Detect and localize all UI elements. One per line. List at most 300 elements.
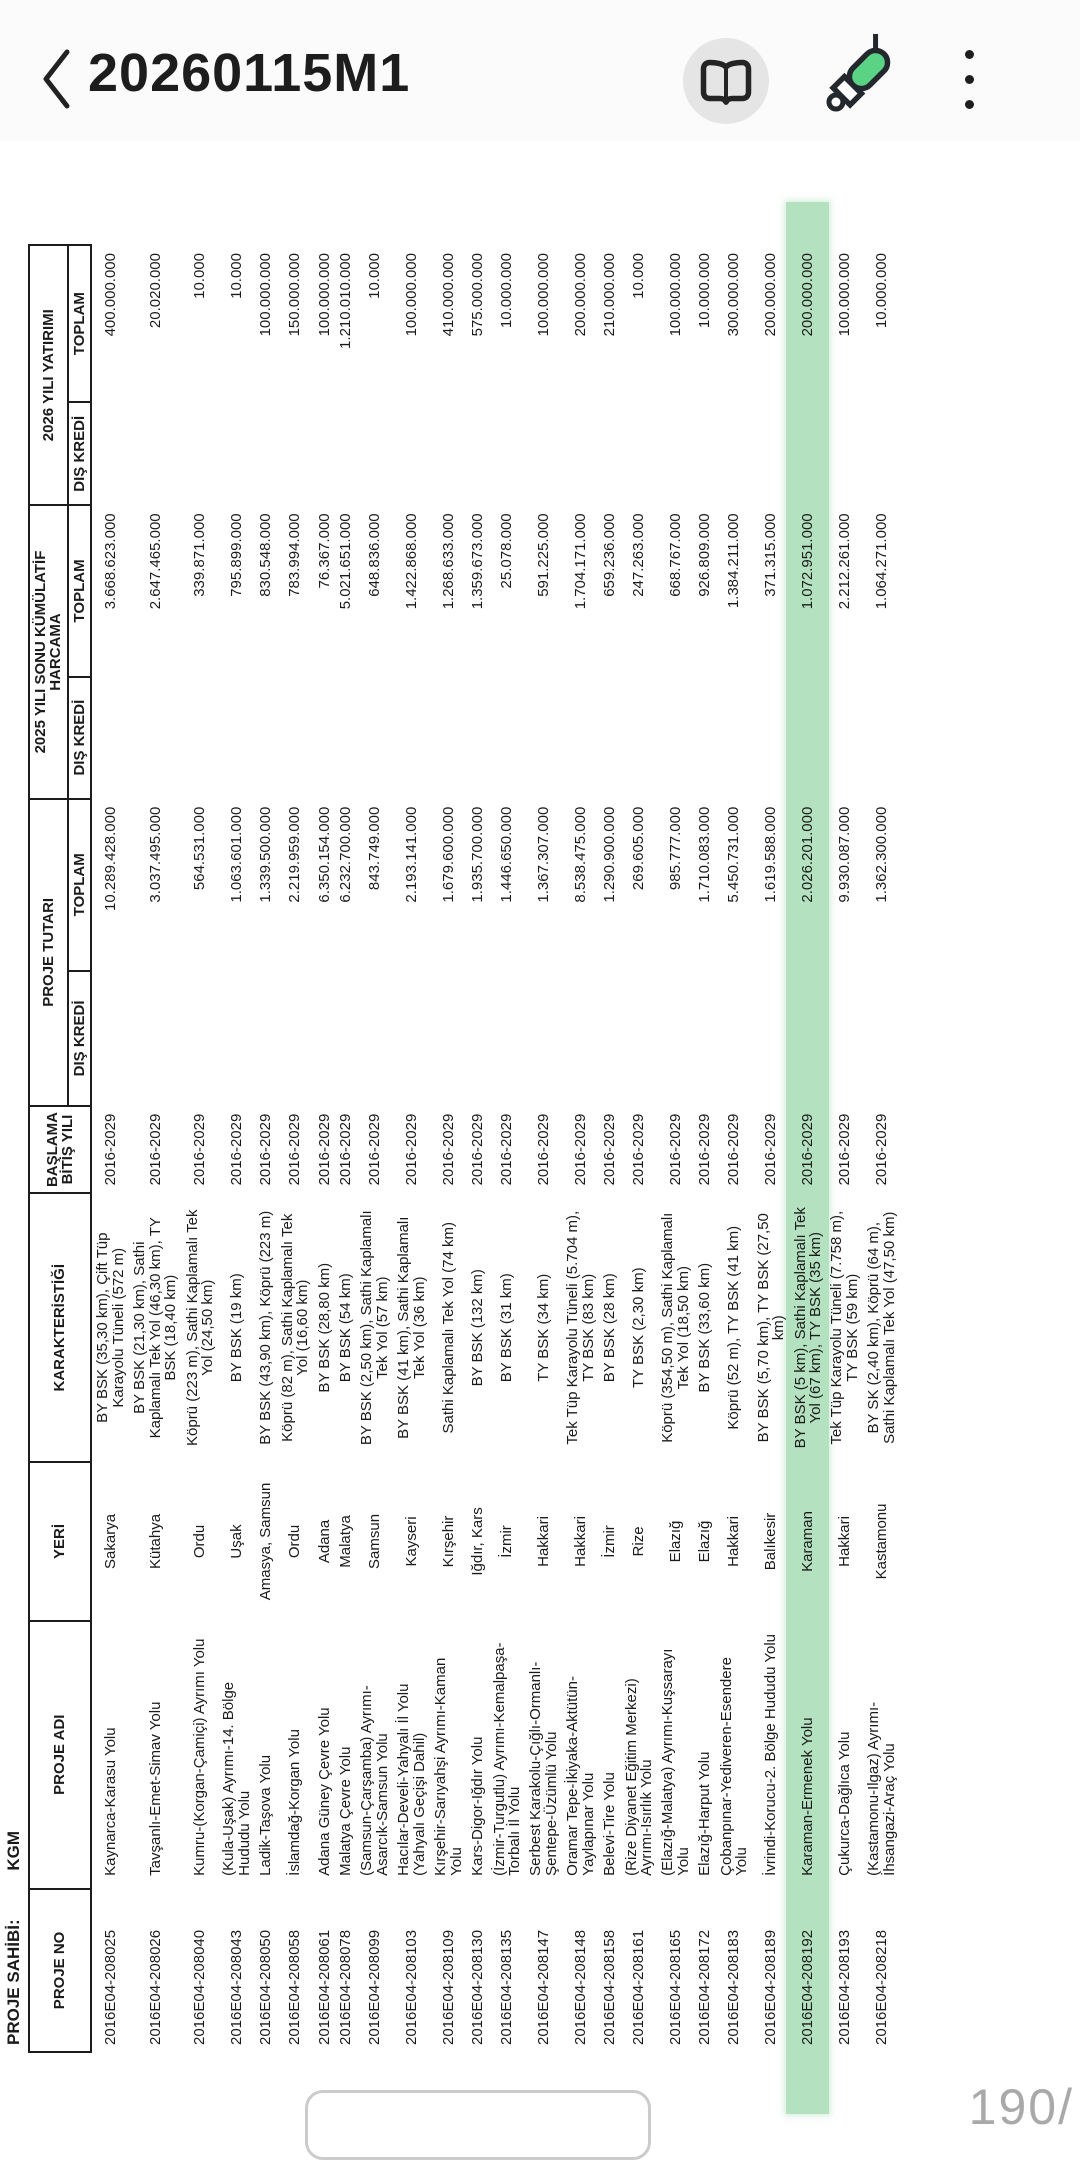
cell-name: Ladik-Taşova Yolu (257, 1754, 275, 1876)
cell-y26_toplam: 10.000 (228, 253, 246, 299)
cell-h25_toplam: 1.422.868.000 (403, 513, 421, 610)
cell-pt_dk (335, 971, 356, 1106)
cell-y26_dk (356, 402, 393, 505)
cell-place: Karaman (799, 1511, 817, 1572)
cell-h25_dk (790, 677, 827, 799)
table-row (562, 245, 599, 2052)
header-dis-kredi: DIŞ KREDİ (68, 677, 91, 799)
document-page[interactable] (0, 141, 1080, 2114)
table-row (694, 245, 715, 2052)
cell-characteristics: Köprü (82 m), Sathi Kaplamalı Tek Yol (16,60 km) (278, 1213, 312, 1442)
cell-pt_dk (255, 971, 276, 1106)
cell-h25_toplam: 1.704.171.000 (571, 513, 589, 610)
table-row (335, 245, 356, 2052)
cell-y26_toplam: 300.000.000 (725, 253, 743, 337)
cell-place: Rize (630, 1526, 648, 1557)
cell-pt_toplam: 1.362.300.000 (872, 806, 890, 903)
cell-h25_dk (277, 677, 314, 799)
cell-h25_toplam: 668.767.000 (667, 513, 685, 597)
cell-h25_toplam: 783.994.000 (286, 513, 304, 597)
cell-name: (Elazığ-Malatya) Ayrımı-Kuşsarayı Yolu (659, 1648, 692, 1876)
cell-h25_dk (599, 677, 620, 799)
cell-characteristics: BY BSK (43,90 km), Köprü (223 m) (257, 1210, 275, 1445)
cell-place: Hakkari (571, 1516, 589, 1567)
overflow-menu-button[interactable] (946, 48, 992, 114)
cell-pt_dk (356, 971, 393, 1106)
cell-h25_dk (218, 677, 255, 799)
cell-y26_toplam: 100.000.000 (667, 253, 685, 337)
table-body (91, 245, 900, 2052)
cell-years: 2016-2029 (146, 1113, 164, 1186)
cell-name: Kırşehir-Sarıyahşi Ayrımı-Kaman Yolu (432, 1657, 465, 1876)
cell-y26_toplam: 100.000.000 (836, 253, 854, 337)
cell-place: Balıkesir (762, 1512, 780, 1571)
cell-h25_dk (182, 677, 219, 799)
table-row (826, 245, 863, 2052)
cell-h25_toplam: 2.647.465.000 (146, 513, 164, 610)
cell-years: 2016-2029 (366, 1113, 384, 1186)
cell-pt_toplam: 5.450.731.000 (725, 806, 743, 903)
cell-characteristics: Köprü (354,50 m), Sathi Kaplamalı Tek Yol (18,50 km) (659, 1212, 692, 1443)
cell-characteristics: TY BSK (34 km) (535, 1273, 553, 1382)
cell-years: 2016-2029 (315, 1113, 333, 1186)
cell-characteristics: BY BSK (35,30 km), Çift Tüp Karayolu Tüneli (572 m) (94, 1232, 127, 1423)
cell-y26_toplam: 10.000 (191, 253, 209, 299)
table-row (91, 245, 129, 2052)
cell-y26_toplam: 200.000.000 (799, 253, 817, 337)
table-row (356, 245, 393, 2052)
cell-pt_toplam: 564.531.000 (191, 806, 209, 891)
cell-y26_dk (525, 402, 562, 505)
cell-characteristics: Tek Tüp Karayolu Tüneli (5.704 m), TY BSK (83 km) (564, 1210, 597, 1445)
cell-y26_toplam: 410.000.000 (439, 253, 457, 337)
reader-mode-button[interactable] (683, 38, 769, 124)
cell-h25_toplam: 795.899.000 (228, 513, 246, 597)
cell-y26_toplam: 100.000.000 (535, 253, 553, 337)
cell-h25_toplam: 247.263.000 (630, 513, 648, 597)
cell-place: Ordu (191, 1524, 209, 1559)
table-row (657, 245, 694, 2052)
cell-y26_dk (430, 402, 467, 505)
cell-y26_toplam: 10.000.000 (872, 253, 890, 329)
cell-y26_dk (182, 402, 219, 505)
cell-h25_dk (525, 677, 562, 799)
cell-h25_toplam: 3.668.623.000 (102, 513, 120, 610)
cell-characteristics: BY BSK (5,70 km), TY BSK (27,50 km) (754, 1213, 788, 1443)
cell-no: 2016E04-208040 (191, 1929, 209, 2045)
highlighter-pen-icon (820, 116, 900, 131)
cell-pt_dk (716, 971, 753, 1106)
cell-y26_toplam: 1.210.010.000 (337, 253, 354, 349)
cell-pt_dk (129, 971, 181, 1106)
cell-name: Çobanpınar-Yediveren-Esendere Yolu (717, 1657, 751, 1876)
cell-y26_toplam: 10.000.000 (498, 253, 516, 329)
cell-y26_dk (277, 402, 314, 505)
cell-h25_toplam: 830.548.000 (257, 513, 275, 597)
cell-no: 2016E04-208193 (836, 1929, 854, 2045)
cell-h25_dk (863, 677, 900, 799)
cell-place: Hakkari (535, 1516, 553, 1567)
cell-h25_toplam: 76.367.000 (315, 513, 333, 589)
cell-years: 2016-2029 (667, 1113, 685, 1186)
cell-characteristics: BY BSK (132 km) (469, 1269, 487, 1387)
cell-h25_dk (335, 677, 356, 799)
cell-characteristics: BY BSK (28 km) (601, 1273, 619, 1383)
cell-pt_toplam: 985.777.000 (667, 806, 685, 891)
cell-pt_toplam: 8.538.475.000 (571, 806, 589, 903)
cell-place: Sakarya (102, 1513, 120, 1569)
cell-pt_dk (753, 971, 790, 1106)
cell-pt_toplam: 6.232.700.000 (337, 806, 354, 903)
cell-years: 2016-2029 (257, 1113, 275, 1186)
cell-years: 2016-2029 (403, 1113, 421, 1186)
cell-pt_toplam: 2.193.141.000 (403, 806, 421, 903)
table-row (129, 245, 181, 2052)
cell-y26_toplam: 100.000.000 (403, 253, 421, 337)
owner-label: PROJE SAHİBİ: (4, 1919, 23, 2045)
cell-name: (İzmir-Turgutlu) Ayrımı-Kemalpaşa-Torbalı İl Yolu (490, 1642, 523, 1876)
cell-name: Elazığ-Harput Yolu (696, 1751, 714, 1876)
document-title: 20260115M1 (88, 43, 411, 103)
cell-no: 2016E04-208130 (469, 1929, 487, 2045)
cell-characteristics: Tek Tüp Karayolu Tüneli (7.758 m), TY BSK (59 km) (828, 1210, 861, 1445)
cell-place: Uşak (228, 1524, 246, 1559)
header-group-2026-yatirimi: 2026 YILI YATIRIMI (29, 245, 68, 505)
cell-characteristics: BY BSK (21,30 km), Sathi Kaplamalı Tek Yol (46,30 km), TY BSK (18,40 km) (131, 1217, 180, 1439)
cell-y26_toplam: 10.000.000 (696, 253, 714, 329)
cell-pt_dk (621, 971, 658, 1106)
cell-place: Amasya, Samsun (257, 1482, 275, 1601)
cell-place: Kütahya (146, 1513, 164, 1569)
cell-no: 2016E04-208058 (286, 1929, 304, 2045)
cell-name: (Kastamonu-Ilgaz) Ayrımı-İhsangazi-Araç Yolu (865, 1701, 898, 1876)
header-karakteristigi: KARAKTERİSTİĞİ (29, 1193, 91, 1462)
cell-characteristics: Sathi Kaplamalı Tek Yol (74 km) (439, 1221, 457, 1434)
cell-years: 2016-2029 (191, 1113, 209, 1186)
cell-characteristics: TY BSK (2,30 km) (630, 1267, 648, 1389)
owner-caption (4, 141, 25, 2045)
cell-pt_dk (314, 971, 335, 1106)
cell-place: Elazığ (696, 1520, 714, 1563)
cell-pt_toplam: 1.710.083.000 (696, 806, 714, 903)
cell-place: İzmir (498, 1525, 516, 1558)
cell-characteristics: BY SK (2,40 km), Köprü (64 m), Sathi Kaplamalı Tek Yol (47,50 km) (865, 1211, 898, 1444)
cell-name: Tavşanlı-Emet-Simav Yolu (146, 1701, 164, 1876)
cell-pt_dk (182, 971, 219, 1106)
cell-name: Kars-Digor-Iğdır Yolu (469, 1736, 487, 1876)
cell-years: 2016-2029 (601, 1113, 619, 1186)
cell-pt_toplam: 1.290.900.000 (601, 806, 619, 903)
cell-name: (Samsun-Çarşamba) Ayrımı-Asarcık-Samsun Yolu (358, 1685, 391, 1876)
cell-characteristics: BY BSK (33,60 km) (696, 1262, 714, 1393)
cell-no: 2016E04-208061 (315, 1929, 333, 2045)
cell-no: 2016E04-208025 (102, 1929, 120, 2045)
cell-pt_dk (393, 971, 430, 1106)
cell-years: 2016-2029 (439, 1113, 457, 1186)
cell-years: 2016-2029 (696, 1113, 714, 1186)
cell-years: 2016-2029 (469, 1113, 487, 1186)
cell-years: 2016-2029 (286, 1113, 304, 1186)
cell-h25_toplam: 1.268.633.000 (439, 513, 457, 610)
cell-h25_toplam: 5.021.651.000 (337, 513, 354, 610)
cell-years: 2016-2029 (799, 1113, 817, 1186)
cell-y26_dk (562, 402, 599, 505)
table-row (467, 245, 488, 2052)
table-row (393, 245, 430, 2052)
cell-h25_toplam: 1.384.211.000 (725, 513, 743, 609)
back-icon (36, 102, 76, 117)
cell-h25_dk (314, 677, 335, 799)
cell-y26_toplam: 575.000.000 (469, 253, 487, 337)
table-row (489, 245, 526, 2052)
cell-name: Hacılar-Develi-Yahyalı İl Yolu (Yahyalı Geçişi Dahil) (395, 1683, 428, 1876)
header-yeri: YERİ (29, 1462, 91, 1620)
cell-y26_toplam: 20.020.000 (146, 253, 164, 329)
cell-name: Oramar Tepe-İkiyaka-Aktütün-Yaylapınar Yolu (564, 1676, 597, 1876)
cell-y26_dk (694, 402, 715, 505)
cell-y26_dk (255, 402, 276, 505)
header-baslama-bitis: BAŞLAMA BİTİŞ YILI (29, 1106, 91, 1193)
cell-pt_dk (657, 971, 694, 1106)
cell-years: 2016-2029 (228, 1113, 246, 1186)
cell-y26_toplam: 200.000.000 (762, 253, 780, 337)
cell-y26_toplam: 10.000 (630, 253, 648, 299)
cell-pt_dk (91, 971, 129, 1106)
cell-y26_dk (621, 402, 658, 505)
cell-y26_dk (129, 402, 181, 505)
cell-place: Hakkari (725, 1516, 743, 1567)
cell-h25_dk (694, 677, 715, 799)
cell-pt_dk (863, 971, 900, 1106)
header-toplam: TOPLAM (68, 505, 91, 676)
header-proje-adi: PROJE ADI (29, 1621, 91, 1889)
cell-no: 2016E04-208078 (337, 1929, 354, 2045)
header-dis-kredi: DIŞ KREDİ (68, 402, 91, 505)
cell-y26_dk (314, 402, 335, 505)
cell-pt_dk (489, 971, 526, 1106)
cell-h25_dk (489, 677, 526, 799)
cell-years: 2016-2029 (102, 1113, 120, 1186)
cell-years: 2016-2029 (762, 1113, 780, 1186)
header-group-2025-harcama: 2025 YILI SONU KÜMÜLATİF HARCAMA (29, 505, 68, 798)
back-button[interactable] (36, 44, 76, 114)
cell-h25_dk (430, 677, 467, 799)
cell-pt_dk (826, 971, 863, 1106)
cell-pt_dk (277, 971, 314, 1106)
header-toplam: TOPLAM (68, 245, 91, 402)
cell-h25_toplam: 2.212.261.000 (836, 513, 854, 610)
cell-y26_dk (826, 402, 863, 505)
cell-y26_dk (657, 402, 694, 505)
cell-name: (Kula-Uşak) Ayrımı-14. Bölge Hududu Yolu (220, 1681, 253, 1876)
cell-h25_toplam: 1.064.271.000 (872, 513, 890, 610)
cell-h25_dk (657, 677, 694, 799)
cell-pt_toplam: 1.063.601.000 (228, 806, 246, 903)
cell-name: Çukurca-Dağlıca Yolu (836, 1731, 854, 1876)
cell-place: Elazığ (667, 1520, 685, 1563)
annotate-button[interactable] (820, 34, 900, 128)
cell-no: 2016E04-208109 (439, 1929, 457, 2045)
cell-pt_toplam: 1.619.588.000 (762, 806, 780, 903)
cell-y26_toplam: 10.000 (366, 253, 384, 299)
cell-pt_dk (599, 971, 620, 1106)
cell-characteristics: BY BSK (41 km), Sathi Kaplamalı Tek Yol (36 km) (395, 1216, 428, 1439)
cell-years: 2016-2029 (535, 1113, 553, 1186)
cell-no: 2016E04-208192 (799, 1929, 817, 2045)
cell-characteristics: BY BSK (2,50 km), Sathi Kaplamalı Tek Yol (57 km) (358, 1210, 391, 1446)
cell-name: Belevi-Tire Yolu (601, 1772, 619, 1876)
cell-h25_toplam: 648.836.000 (366, 513, 384, 597)
cell-y26_dk (753, 402, 790, 505)
cell-no: 2016E04-208043 (228, 1929, 246, 2045)
header-toplam: TOPLAM (68, 799, 91, 971)
table-row (753, 245, 790, 2052)
cell-no: 2016E04-208099 (366, 1929, 384, 2045)
cell-name: Kaynarca-Karasu Yolu (102, 1727, 120, 1876)
cell-no: 2016E04-208189 (762, 1929, 780, 2045)
owner-value: KGM (4, 1830, 23, 1871)
cell-y26_toplam: 210.000.000 (601, 253, 619, 337)
cell-h25_dk (255, 677, 276, 799)
table-row (863, 245, 900, 2052)
table-row (525, 245, 562, 2052)
cell-pt_toplam: 1.935.700.000 (469, 806, 487, 903)
cell-place: Malatya (337, 1515, 354, 1568)
cell-no: 2016E04-208026 (146, 1929, 164, 2045)
table-row (314, 245, 335, 2052)
cell-name: Karaman-Ermenek Yolu (799, 1717, 817, 1876)
table-row (277, 245, 314, 2052)
cell-h25_dk (621, 677, 658, 799)
cell-characteristics: Köprü (52 m), TY BSK (41 km) (725, 1225, 743, 1430)
table-row-highlighted (790, 245, 827, 2052)
cell-characteristics: Köprü (223 m), Sathi Kaplamalı Tek Yol (24,50 km) (183, 1209, 216, 1446)
cell-name: Kumru-(Korgan-Çamiçi) Ayrımı Yolu (191, 1638, 209, 1876)
cell-h25_toplam: 591.225.000 (535, 513, 553, 597)
cell-y26_dk (863, 402, 900, 505)
cell-no: 2016E04-208148 (571, 1929, 589, 2045)
cell-y26_dk (467, 402, 488, 505)
cell-y26_dk (393, 402, 430, 505)
cell-place: Ordu (286, 1524, 304, 1559)
cell-pt_toplam: 9.930.087.000 (836, 806, 854, 903)
cell-place: Hakkari (836, 1516, 854, 1567)
table-row (255, 245, 276, 2052)
cell-y26_toplam: 100.000.000 (257, 253, 275, 337)
cell-pt_toplam: 1.367.307.000 (535, 806, 553, 903)
header-proje-no: PROJE NO (29, 1889, 91, 2052)
cell-name: Malatya Çevre Yolu (337, 1746, 354, 1876)
page-indicator: 190/ (968, 2079, 1074, 2135)
cell-h25_toplam: 1.072.951.000 (799, 513, 817, 610)
cell-pt_toplam: 6.350.154.000 (315, 806, 333, 903)
cell-characteristics: BY BSK (5 km), Sathi Kaplamalı Tek Yol (67 km), TY BSK (35 km) (791, 1207, 824, 1449)
cell-h25_dk (91, 677, 129, 799)
cell-pt_dk (525, 971, 562, 1106)
table-row (716, 245, 753, 2052)
cell-h25_toplam: 339.871.000 (191, 513, 209, 597)
cell-no: 2016E04-208172 (696, 1929, 714, 2045)
cell-name: İslamdağ-Korgan Yolu (286, 1729, 304, 1876)
cell-years: 2016-2029 (872, 1113, 890, 1186)
cell-y26_toplam: 100.000.000 (315, 253, 333, 337)
cell-h25_dk (716, 677, 753, 799)
cell-h25_dk (129, 677, 181, 799)
cell-place: Samsun (366, 1513, 384, 1569)
cell-pt_dk (218, 971, 255, 1106)
cell-place: Iğdır, Kars (469, 1507, 487, 1576)
cell-y26_dk (218, 402, 255, 505)
cell-no: 2016E04-208165 (667, 1929, 685, 2045)
cell-years: 2016-2029 (498, 1113, 516, 1186)
cell-h25_dk (562, 677, 599, 799)
cell-pt_toplam: 1.339.500.000 (257, 806, 275, 903)
cell-characteristics: BY BSK (54 km) (337, 1273, 354, 1383)
projects-table (28, 244, 900, 2053)
cell-pt_dk (694, 971, 715, 1106)
cell-pt_dk (562, 971, 599, 1106)
cell-characteristics: BY BSK (19 km) (228, 1273, 246, 1383)
table-row (599, 245, 620, 2052)
cell-place: Kastamonu (872, 1503, 890, 1580)
cell-h25_toplam: 25.078.000 (498, 513, 516, 589)
cell-h25_toplam: 371.315.000 (762, 513, 780, 597)
cell-place: Adana (315, 1519, 333, 1564)
cell-pt_dk (790, 971, 827, 1106)
cell-name: Adana Güney Çevre Yolu (315, 1707, 333, 1876)
open-book-icon (700, 59, 752, 108)
cell-characteristics: BY BSK (28,80 km) (315, 1262, 333, 1393)
table-row (430, 245, 467, 2052)
cell-years: 2016-2029 (725, 1113, 743, 1186)
cell-h25_dk (393, 677, 430, 799)
cell-y26_toplam: 400.000.000 (102, 253, 120, 337)
annotation-outline (305, 2090, 651, 2160)
header-group-proje-tutari: PROJE TUTARI (29, 799, 68, 1106)
app-bar (0, 0, 1080, 160)
cell-years: 2016-2029 (571, 1113, 589, 1186)
cell-h25_dk (356, 677, 393, 799)
cell-no: 2016E04-208135 (498, 1929, 516, 2045)
header-dis-kredi: DIŞ KREDİ (68, 971, 91, 1106)
table-row (621, 245, 658, 2052)
cell-place: Kayseri (403, 1516, 421, 1567)
cell-years: 2016-2029 (337, 1113, 354, 1186)
cell-pt_toplam: 2.219.959.000 (286, 806, 304, 903)
cell-y26_dk (599, 402, 620, 505)
cell-years: 2016-2029 (630, 1113, 648, 1186)
cell-y26_toplam: 200.000.000 (571, 253, 589, 337)
cell-no: 2016E04-208161 (630, 1929, 648, 2045)
cell-place: Kırşehir (439, 1515, 457, 1568)
cell-h25_toplam: 926.809.000 (696, 513, 714, 597)
cell-no: 2016E04-208218 (872, 1929, 890, 2045)
cell-h25_toplam: 1.359.673.000 (469, 513, 487, 610)
cell-no: 2016E04-208147 (535, 1929, 553, 2045)
cell-name: (Rize Diyanet Eğitim Merkezi) Ayrımı-Isırlık Yolu (622, 1678, 655, 1876)
cell-pt_toplam: 1.446.650.000 (498, 806, 516, 903)
cell-pt_toplam: 2.026.201.000 (799, 806, 817, 903)
cell-name: İvrindi-Korucu-2. Bölge Hududu Yolu (762, 1634, 780, 1876)
cell-characteristics: BY BSK (31 km) (498, 1273, 516, 1383)
cell-no: 2016E04-208183 (725, 1929, 743, 2045)
cell-pt_toplam: 843.749.000 (366, 806, 384, 891)
cell-pt_dk (467, 971, 488, 1106)
cell-no: 2016E04-208103 (403, 1929, 421, 2045)
cell-pt_toplam: 3.037.495.000 (146, 806, 164, 903)
cell-pt_toplam: 10.289.428.000 (102, 806, 120, 911)
cell-no: 2016E04-208050 (257, 1929, 275, 2045)
